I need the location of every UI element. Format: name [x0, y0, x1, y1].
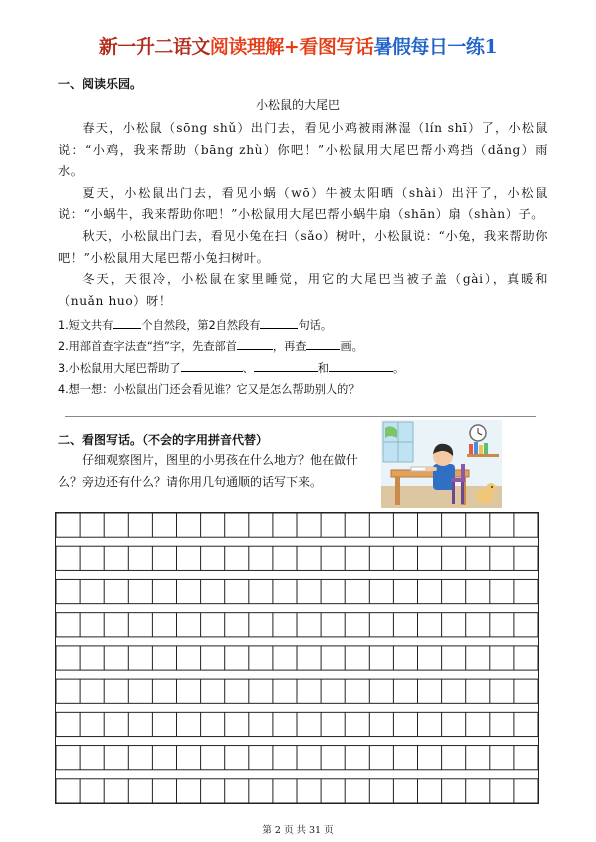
section-divider: [65, 416, 536, 417]
story-body: [58, 118, 548, 312]
answer-blank-q3-2[interactable]: [254, 359, 318, 372]
title-part-2: 阅读理解+看图写话: [209, 36, 374, 58]
story-title: 小松鼠的大尾巴: [255, 98, 340, 112]
answer-blank-q1-1[interactable]: [113, 316, 141, 329]
answer-blank-q3-1[interactable]: [181, 359, 243, 372]
page-footer: 第 2 页 共 31 页: [262, 825, 334, 836]
story-paragraph-2: 夏天，小松鼠出门去，看见小蜗（wō）牛被太阳晒（shài）出汗了，小松鼠说：“小蜗牛，我来帮助你吧！”小松鼠用大尾巴帮小蜗牛扇（shān）扇（shàn）子。: [58, 185, 548, 222]
writing-prompt: 仔细观察图片，图里的小男孩在什么地方？他在做什么？旁边还有什么？请你用几句通顺的话写下来。: [58, 453, 359, 489]
writing-grid[interactable]: [55, 512, 539, 804]
answer-blank-q1-2[interactable]: [260, 316, 298, 329]
answer-blank-q2-2[interactable]: [306, 337, 340, 350]
story-paragraph-1: 春天，小松鼠（sōng shǔ）出门去，看见小鸡被雨淋湿（lín shī）了，小松鼠说：“小鸡，我来帮助（bāng zhù）你吧！”小松鼠用大尾巴帮小鸡挡（dǎng）雨水。: [58, 121, 548, 179]
question-3: 3.小松鼠用大尾巴帮助了 、 和 。: [58, 359, 404, 376]
section-1-heading: 一、阅读乐园。: [58, 77, 143, 91]
section-2-heading: 二、看图写话。（不会的字用拼音代替）: [58, 433, 269, 447]
title-part-1: 新一升二语文: [98, 36, 210, 58]
writing-grid-lines: [56, 513, 538, 803]
story-paragraph-4: 冬天，天很冷，小松鼠在家里睡觉，用它的大尾巴当被子盖（gài），真暖和（nuǎn huo）呀！: [58, 272, 548, 308]
question-1: 1.短文共有 个自然段，第2自然段有 句话。: [58, 316, 332, 333]
question-2: 2.用部首查字法查“挡”字，先查部首 ，再查 画。: [58, 337, 363, 354]
title-part-3: 暑假每日一练1: [373, 36, 498, 58]
boy-writing-at-desk-illustration: [381, 420, 502, 508]
question-4: 4.想一想：小松鼠出门还会看见谁？它又是怎么帮助别人的？: [58, 383, 360, 396]
story-paragraph-3: 秋天，小松鼠出门去，看见小兔在扫（sǎo）树叶，小松鼠说：“小兔，我来帮助你吧！”小松鼠用大尾巴帮小兔扫树叶。: [58, 228, 548, 265]
worksheet-title: [0, 32, 596, 59]
answer-blank-q3-3[interactable]: [329, 359, 393, 372]
answer-blank-q2-1[interactable]: [237, 337, 273, 350]
